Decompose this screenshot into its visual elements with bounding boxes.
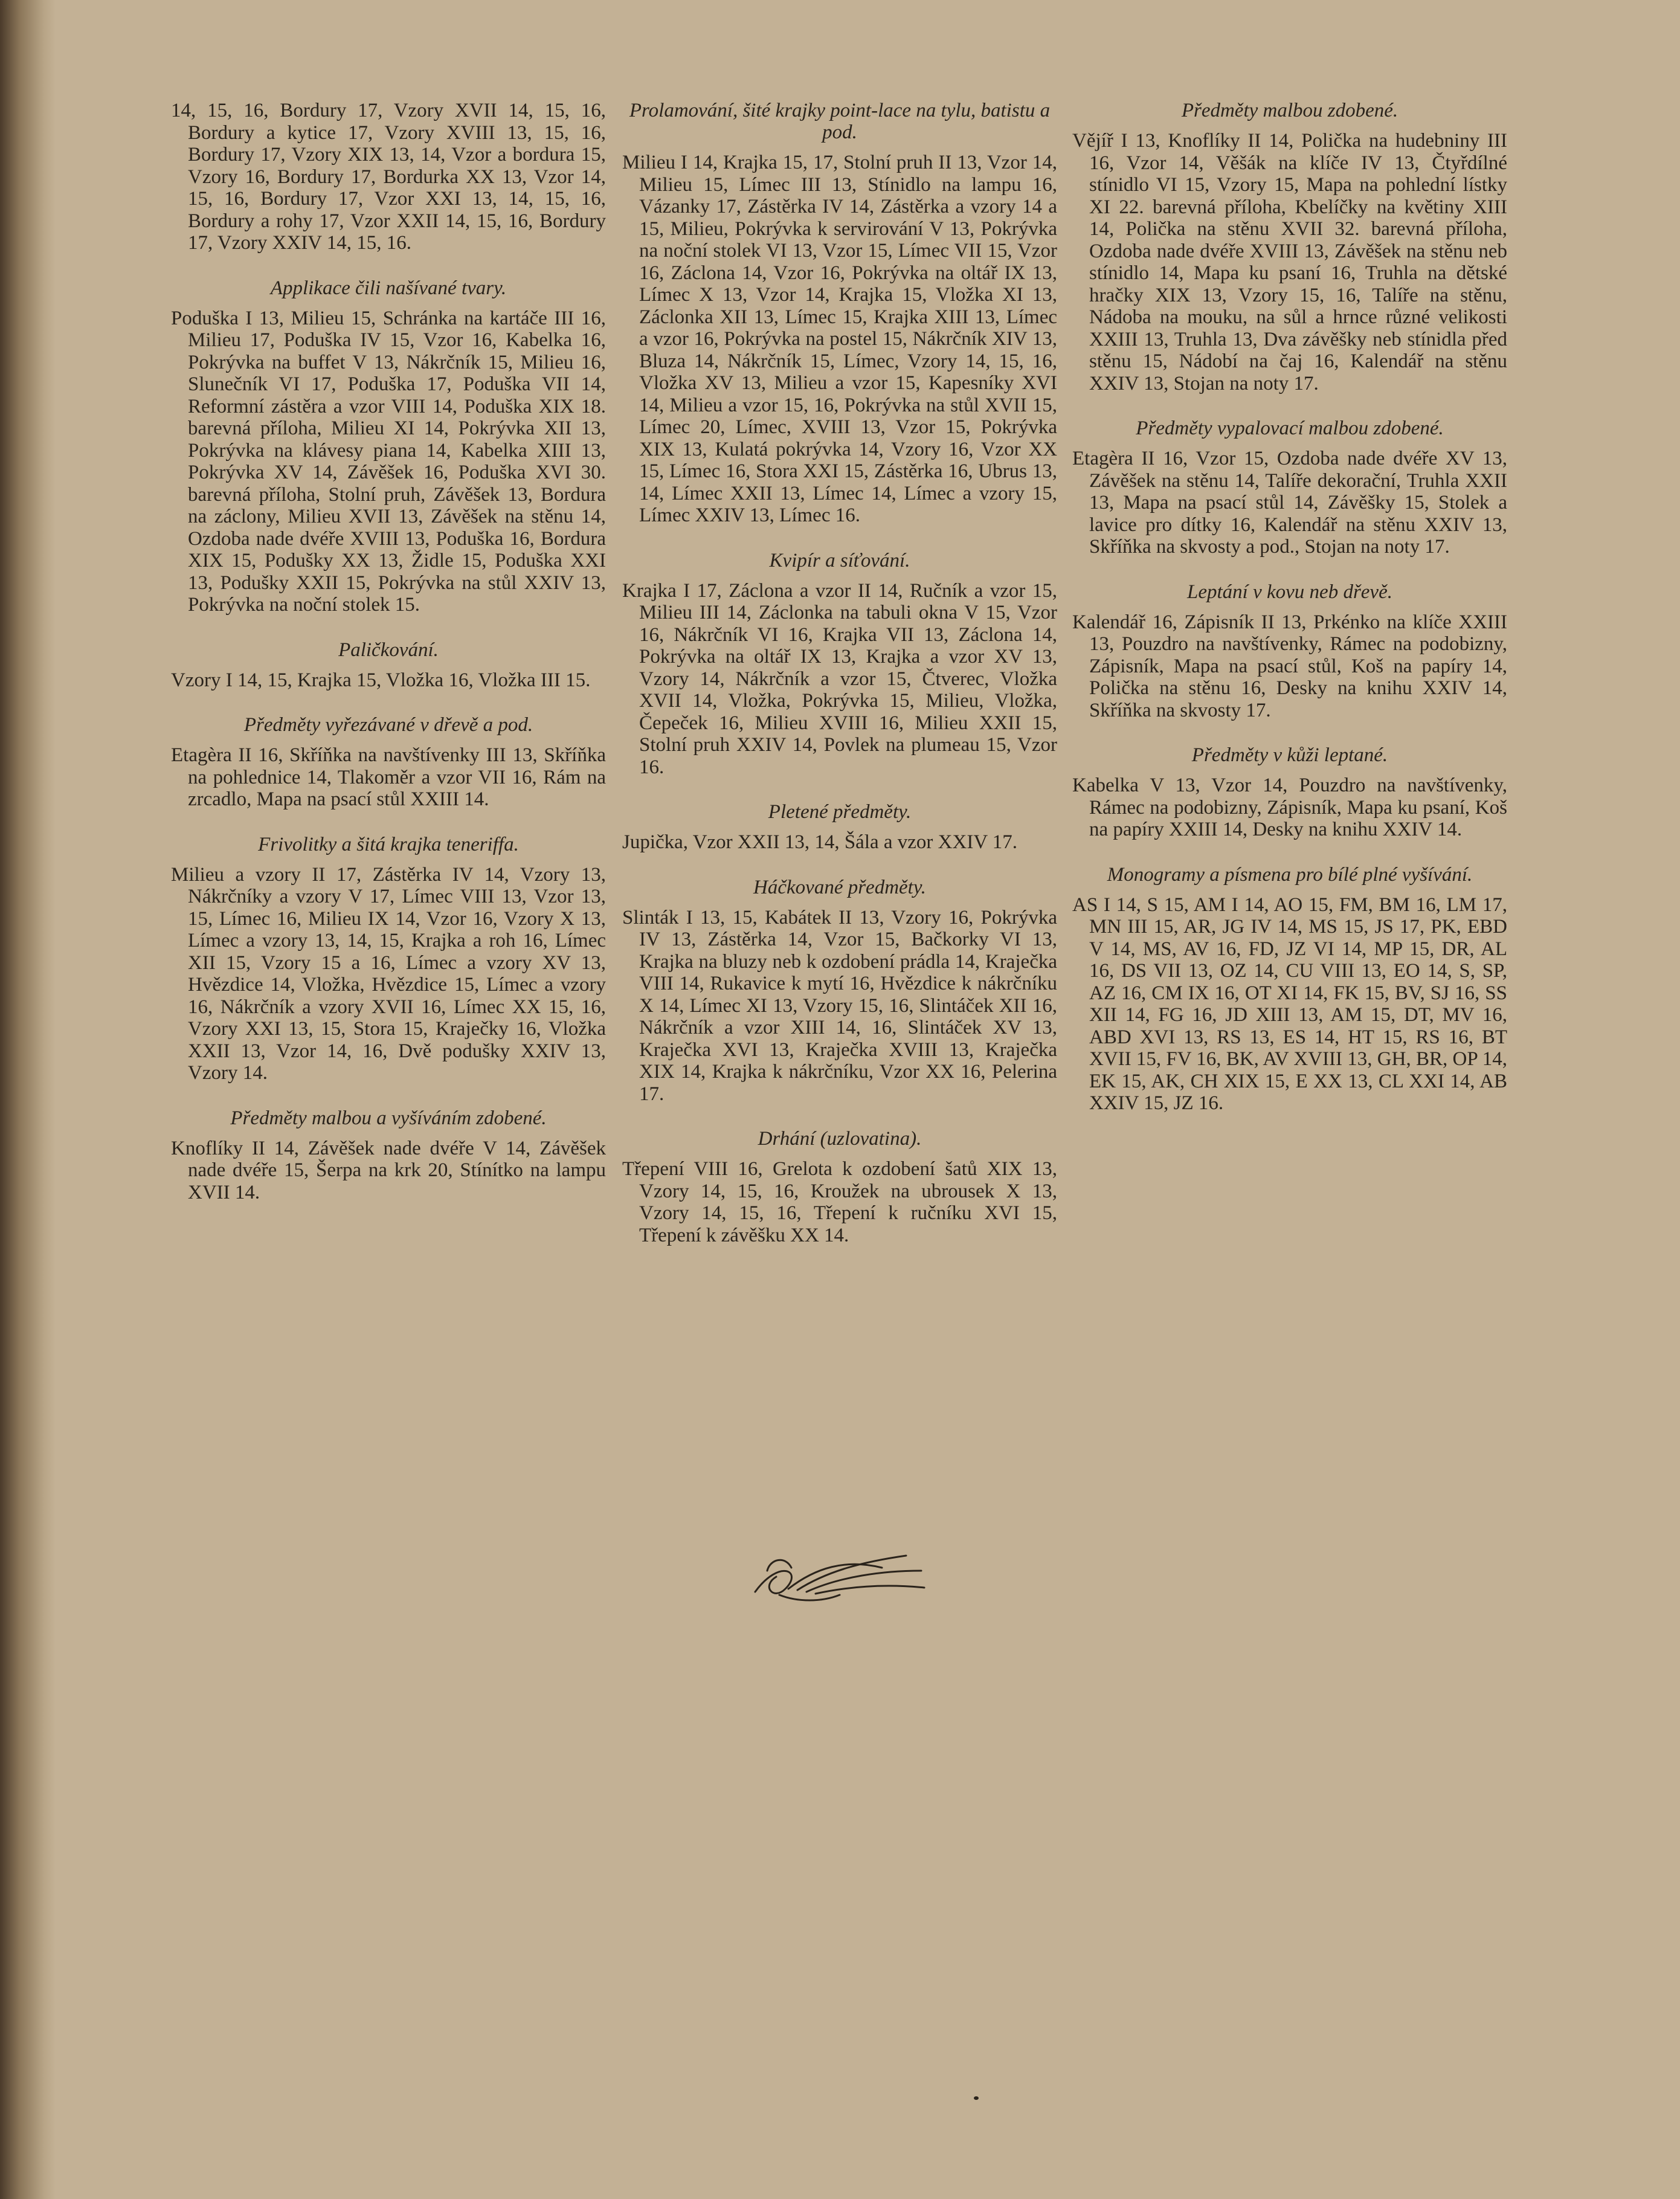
section-text: Krajka I 17, Záclona a vzor II 14, Ručník a vzor 15, Milieu III 14, Záclonka na tabuli okna V 15, Vzor 16, Nákrčník VI 16, Krajka VII 13, Záclona 14, Pokrývka na oltář IX 13, Krajka a vzor XV 13, Vzory 14, Nákrčník a vzor 15, Čtverec, Vložka XVII 14, Vložka, Pokrývka 15, Milieu, Vložka, Čepeček 16, Milieu XVIII 16, Milieu XXII 15, Stolní pruh XXIV 14, Povlek na plumeau 15, Vzor 16. (622, 579, 1057, 778)
section-text: Knoflíky II 14, Závěšek nade dvéře V 14, Závěšek nade dvéře 15, Šerpa na krk 20, Stínítko na lampu XVII 14. (171, 1137, 606, 1203)
section-text: Vějíř I 13, Knoflíky II 14, Polička na hudebniny III 16, Vzor 14, Věšák na klíče IV 13, Čtyřdílné stínidlo VI 15, Vzory 15, Mapa na pohlední lístky XI 22. barevná příloha, Kbelíčky na květiny XIII 14, Polička na stěnu XVII 32. barevná příloha, Ozdoba nade dvéře XVIII 13, Závěšek na stěnu neb stínidlo 14, Mapa ku psaní 16, Truhla na dětské hračky XIX 13, Vzory 15, 16, Talíře na stěnu, Nádoba na mouku, na sůl a hrnce různé velikosti XXIII 13, Truhla 13, Dva závěšky neb stínidla před stěnu 15, Nádobí na čaj 16, Kalendář na stěnu XXIV 13, Stojan na noty 17. (1072, 130, 1507, 394)
section-text: 14, 15, 16, Bordury 17, Vzory XVII 14, 15, 16, Bordury a kytice 17, Vzory XVIII 13, 15, 16, Bordury 17, Vzory XIX 13, 14, Vzor a bordura 15, Vzory 16, Bordury 17, Bordurka XX 13, Vzor 14, 15, 16, Bordury 17, Vzor XXI 13, 14, 15, 16, Bordury a rohy 17, Vzor XXII 14, 15, 16, Bordury 17, Vzory XXIV 14, 15, 16. (171, 100, 606, 254)
section-text: Třepení VIII 16, Grelota k ozdobení šatů XIX 13, Vzory 14, 15, 16, Kroužek na ubrousek X 13, Vzory 14, 15, 16, Třepení k ručníku XVI 15, Třepení k závěšku XX 14. (622, 1158, 1057, 1246)
section-heading: Monogramy a písmena pro bílé plné vyšívání. (1107, 863, 1473, 886)
section-text: Etagèra II 16, Vzor 15, Ozdoba nade dvéře XV 13, Závěšek na stěnu 14, Talíře dekorační, Truhla XXII 13, Mapa na psací stůl 14, Závěšky 15, Stolek a lavice pro dítky 16, Kalendář na stěnu XXIV 13, Skříňka na skvosty a pod., Stojan na noty 17. (1072, 448, 1507, 558)
section-heading: Háčkované předměty. (753, 876, 926, 898)
section-heading: Leptání v kovu neb dřevě. (1187, 581, 1392, 603)
column-2 (622, 100, 1057, 1246)
section-heading: Applikace čili našívané tvary. (270, 277, 507, 299)
section-heading: Předměty vyřezávané v dřevě a pod. (243, 714, 533, 736)
column-1 (171, 100, 606, 1203)
paper-speck (974, 2096, 979, 2100)
section-heading: Kvipír a síťování. (769, 549, 910, 571)
section-heading: Prolamování, šité krajky point-lace na tylu, batistu a pod. (629, 100, 1051, 143)
section-text: Milieu I 14, Krajka 15, 17, Stolní pruh II 13, Vzor 14, Milieu 15, Límec III 13, Stínidlo na lampu 16, Vázanky 17, Zástěrka IV 14, Zástěrka a vzory 14 a 15, Milieu, Pokrývka k servirování V 13, Pokrývka na noční stolek VI 13, Vzor 15, Límec VII 15, Vzor 16, Záclona 14, Vzor 16, Pokrývka na oltář IX 13, Límec X 13, Vzor 14, Krajka 15, Vložka XI 13, Záclonka XII 13, Límec 15, Krajka XIII 13, Límec a vzor 16, Pokrývka na postel 15, Nákrčník XIV 13, Bluza 14, Nákrčník 15, Límec, Vzory 14, 15, 16, Vložka XV 13, Milieu a vzor 15, Kapesníky XVI 14, Milieu a vzor 15, 16, Pokrývka na stůl XVII 15, Límec 20, Límec, XVIII 13, Vzor 15, Pokrývka XIX 13, Kulatá pokrývka 14, Vzory 16, Vzor XX 15, Límec 16, Stora XXI 15, Zástěrka 16, Ubrus 13, 14, Límec XXII 13, Límec 14, Límec a vzory 15, Límec XXIV 13, Límec 16. (622, 152, 1057, 526)
section-text: Slinták I 13, 15, Kabátek II 13, Vzory 16, Pokrývka IV 13, Zástěrka 14, Vzor 15, Bačkorky VI 13, Krajka na bluzy neb k ozdobení prádla 14, Kraječka VIII 14, Rukavice k mytí 16, Hvězdice k nákrčníku X 14, Límec XI 13, Vzory 15, 16, Slintáček XII 16, Nákrčník a vzor XIII 14, 16, Slintáček XV 13, Kraječka XVI 13, Kraječka XVIII 13, Kraječka XIX 14, Krajka k nákrčníku, Vzor XX 16, Pelerina 17. (622, 906, 1057, 1105)
section-heading: Pletené předměty. (768, 801, 912, 823)
section-text: Vzory I 14, 15, Krajka 15, Vložka 16, Vložka III 15. (171, 669, 591, 691)
book-spine-shadow (0, 0, 56, 2199)
section-heading: Předměty malbou a vyšíváním zdobené. (230, 1107, 547, 1129)
section-heading: Drhání (uzlovatina). (758, 1128, 922, 1150)
section-text: Kabelka V 13, Vzor 14, Pouzdro na navštívenky, Rámec na podobizny, Zápisník, Mapa ku psaní, Koš na papíry XXIII 14, Desky na knihu XXIV 14. (1072, 774, 1507, 840)
section-text: Kalendář 16, Zápisník II 13, Prkénko na klíče XXIII 13, Pouzdro na navštívenky, Rámec na podobizny, Zápisník, Mapa na psací stůl, Koš na papíry 14, Polička na stěnu 16, Desky na knihu XXIV 14, Skříňka na skvosty 17. (1072, 611, 1507, 721)
section-heading: Předměty vypalovací malbou zdobené. (1136, 417, 1444, 439)
section-text: AS I 14, S 15, AM I 14, AO 15, FM, BM 16, LM 17, MN III 15, AR, JG IV 14, MS 15, JS 17, PK, EBD V 14, MS, AV 16, FD, JZ VI 14, MP 15, DR, AL 16, DS VII 13, OZ 14, CU VIII 13, EO 14, S, SP, AZ 16, CM IX 16, OT XI 14, FK 15, BV, SJ 16, SS XII 14, FG 16, JD XIII 13, AM 15, DT, MV 16, ABD XVI 13, RS 13, ES 14, HT 15, RS 16, BT XVII 15, FV 16, BK, AV XVIII 13, GH, BR, OP 14, EK 15, AK, CH XIX 15, E XX 13, CL XXI 14, AB XXIV 15, JZ 16. (1072, 893, 1507, 1114)
section-heading: Paličkování. (338, 639, 439, 661)
section-heading: Předměty malbou zdobené. (1181, 100, 1398, 121)
section-text: Milieu a vzory II 17, Zástěrka IV 14, Vzory 13, Nákrčníky a vzory V 17, Límec VIII 13, Vzor 13, 15, Límec 16, Milieu IX 14, Vzor 16, Vzory X 13, Límec a vzory 13, 14, 15, Krajka a roh 16, Límec XII 15, Vzory 15 a 16, Límec a vzory XV 13, Hvězdice 14, Vložka, Hvězdice 15, Límec a vzory 16, Nákrčník a vzory XVII 16, Límec XX 15, 16, Vzory XXI 13, 15, Stora 15, Kraječky 16, Vložka XXII 13, Vzor 14, 16, Dvě podušky XXIV 13, Vzory 14. (171, 863, 606, 1084)
section-heading: Frivolitky a šitá krajka teneriffa. (258, 833, 519, 855)
section-text: Jupička, Vzor XXII 13, 14, Šála a vzor XXIV 17. (622, 831, 1018, 853)
section-text: Poduška I 13, Milieu 15, Schránka na kartáče III 16, Milieu 17, Poduška IV 15, Vzor 16, Kabelka 16, Pokrývka na buffet V 13, Nákrčník 15, Milieu 16, Slunečník VI 17, Poduška 17, Poduška VII 14, Reformní zástěra a vzor VIII 14, Poduška XIX 18. barevná příloha, Milieu XI 14, Pokrývka XII 13, Pokrývka na klávesy piana 14, Kabelka XIII 13, Pokrývka XV 14, Závěšek 16, Poduška XVI 30. barevná příloha, Stolní pruh, Závěšek 13, Bordura na záclony, Milieu XVII 13, Závěšek na stěnu 14, Ozdoba nade dvéře XVIII 13, Poduška 16, Bordura XIX 15, Podušky XX 13, Židle 15, Poduška XXI 13, Podušky XXII 15, Pokrývka na stůl XXIV 13, Pokrývka na noční stolek 15. (171, 307, 606, 616)
section-heading: Předměty v kůži leptané. (1191, 744, 1388, 766)
floral-ornament-icon (743, 1534, 930, 1607)
column-3 (1072, 100, 1507, 1115)
section-text: Etagèra II 16, Skříňka na navštívenky III 13, Skříňka na pohlednice 14, Tlakoměr a vzor VII 16, Rám na zrcadlo, Mapa na psací stůl XXIII 14. (171, 744, 606, 810)
